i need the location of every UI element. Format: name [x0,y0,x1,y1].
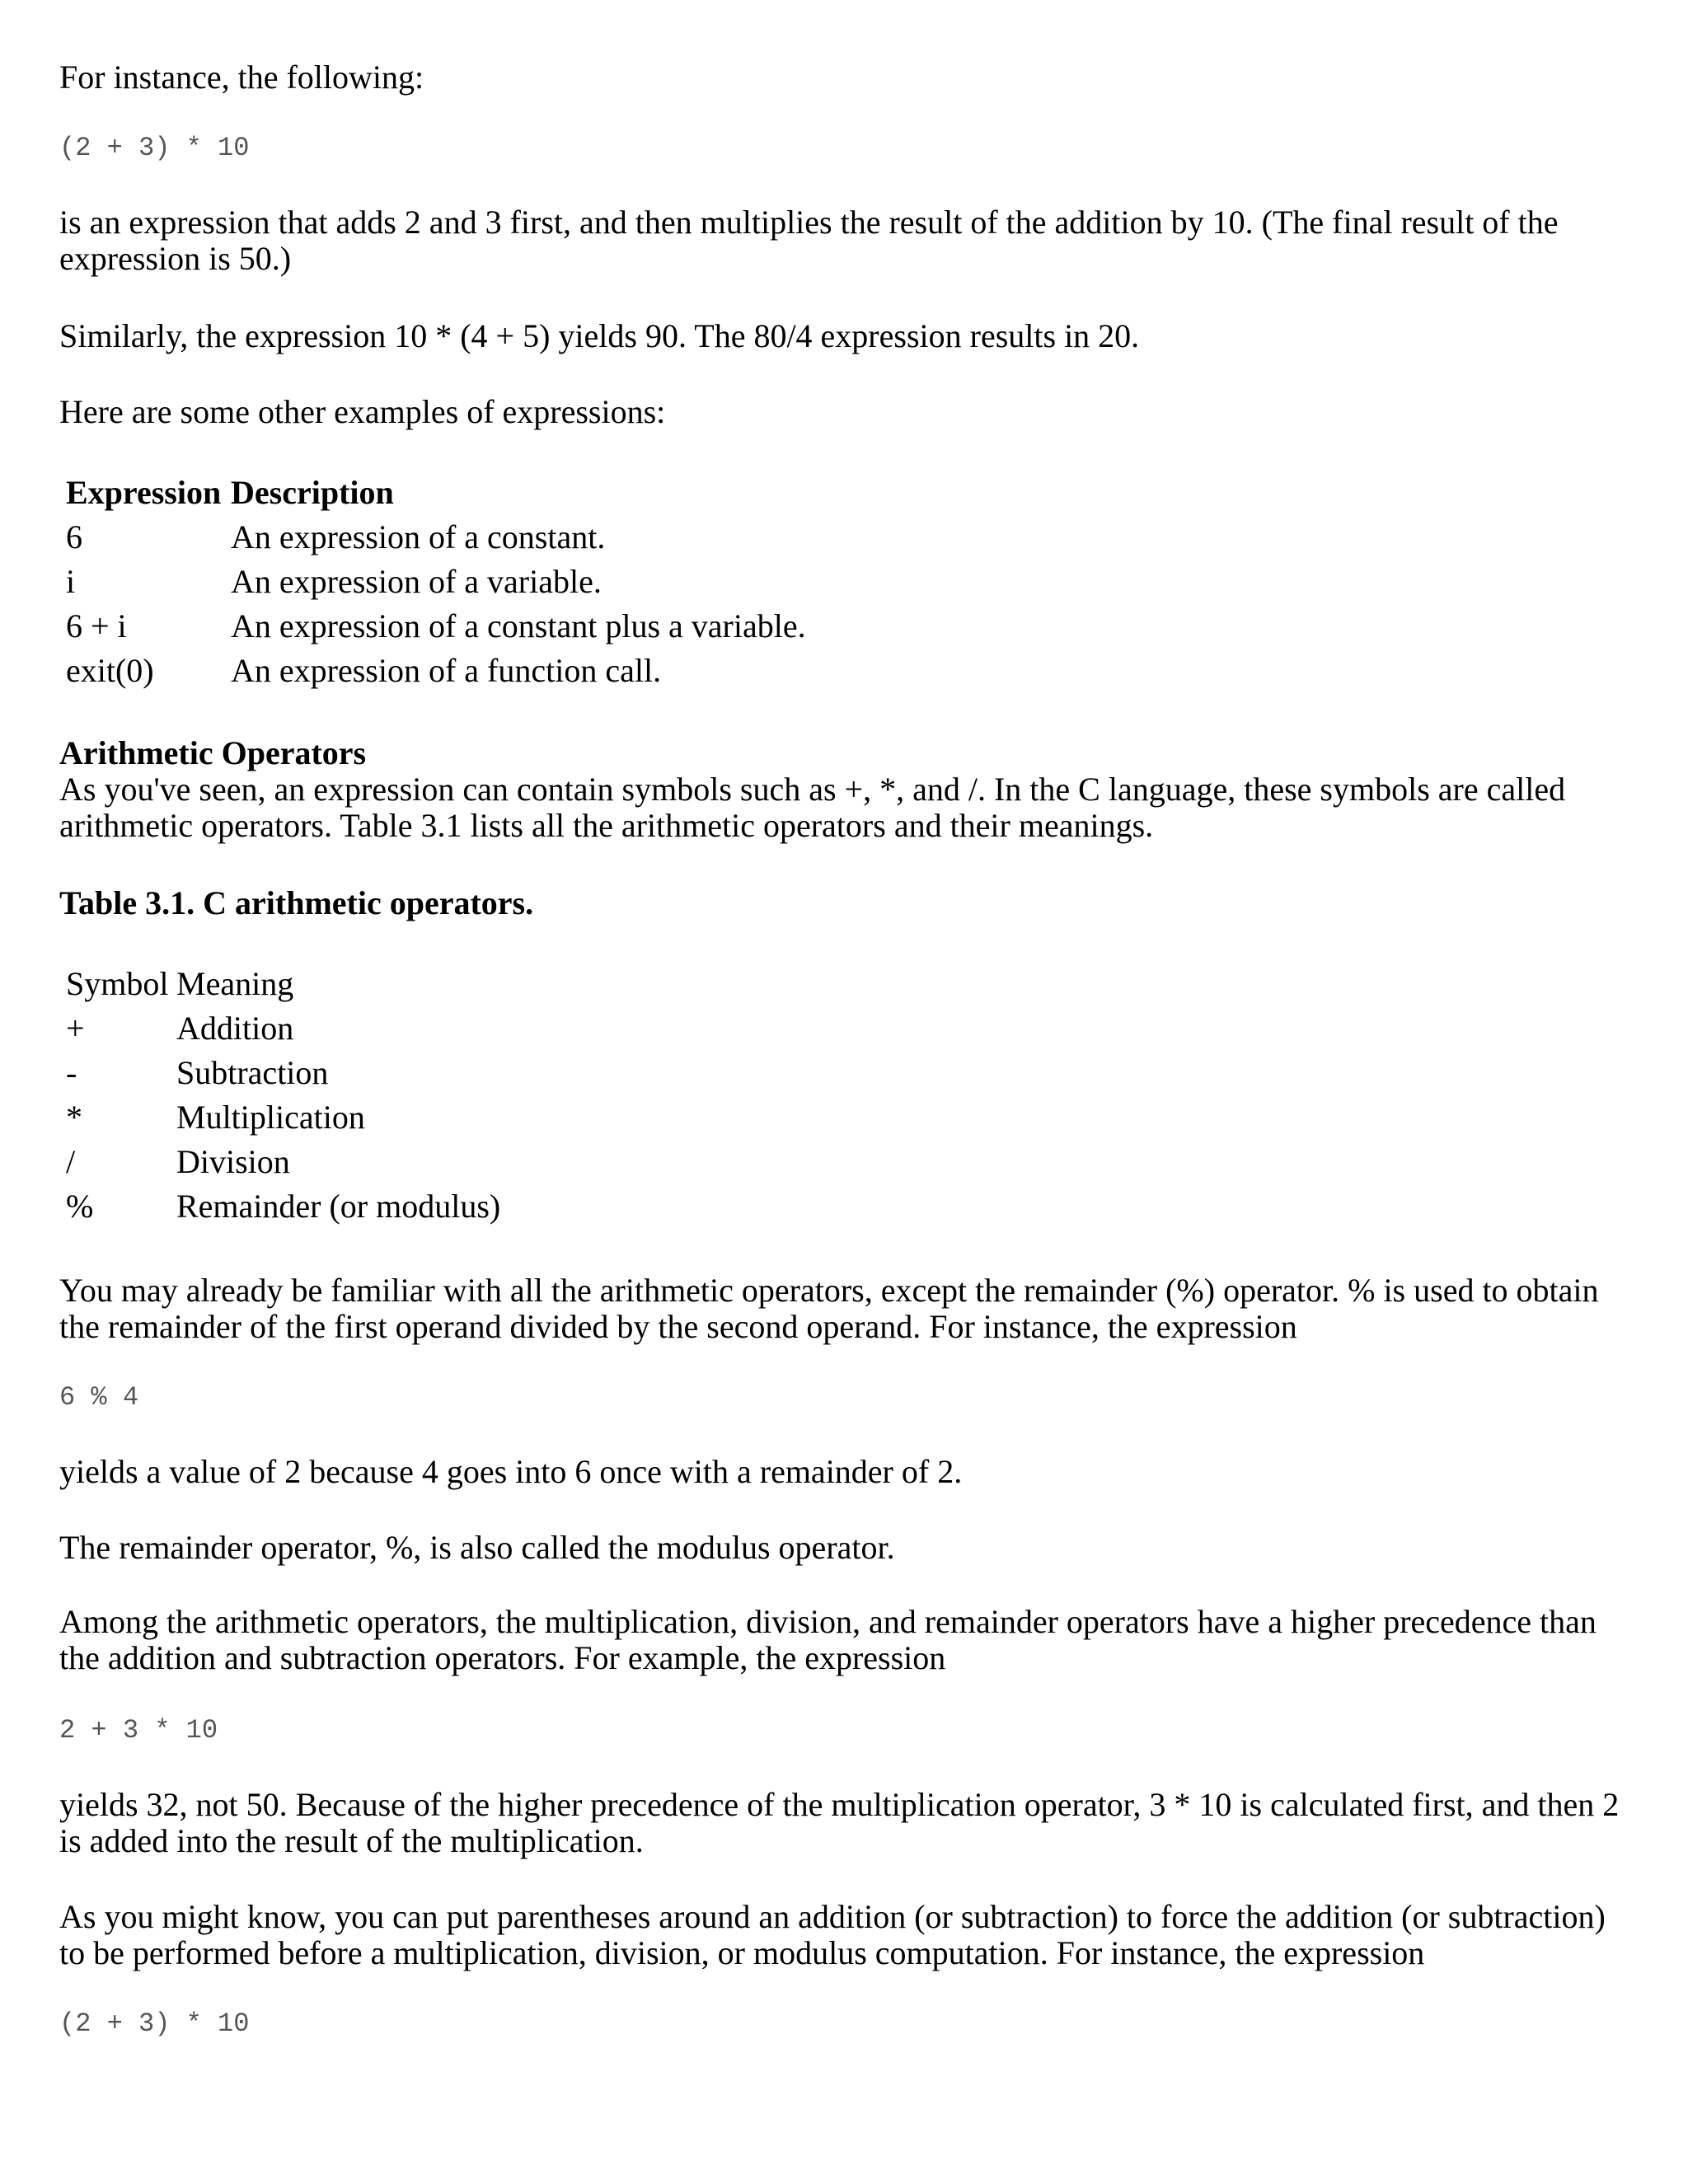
code-example-2: 6 % 4 [59,1382,139,1413]
section-heading-arithmetic-operators: Arithmetic Operators [59,734,367,771]
paragraph-precedence: Among the arithmetic operators, the multiplication, division, and remainder operators have a higher precedence than the addition and subtraction operators. For example, the expression [59,1603,1597,1676]
paragraph-remainder-operator: You may already be familiar with all the arithmetic operators, except the remainder (%) operator. % is used to obtain the remainder of the first operand divided by the second operand. For instance, the expression [59,1272,1599,1345]
table-cell-expression: i [66,563,76,600]
table-cell-meaning: Addition [176,1010,294,1047]
code-example-4: (2 + 3) * 10 [59,2008,250,2039]
table-cell-symbol: * [66,1099,82,1136]
table-row [59,1098,500,1142]
table-cell-expression: exit(0) [66,652,154,689]
table-cell-description: An expression of a constant plus a variable. [231,607,806,644]
expression-examples-table [59,473,806,696]
table-header-row [59,473,806,518]
table-row [59,651,806,696]
table-row [59,518,806,562]
paragraph-intro: For instance, the following: [59,59,424,96]
table-cell-expression: 6 [66,518,82,555]
table-cell-symbol: / [66,1143,76,1180]
code-example-3: 2 + 3 * 10 [59,1715,218,1746]
table-row [59,1053,500,1098]
paragraph-expression-explanation: is an expression that adds 2 and 3 first, and then multiplies the result of the addition by 10. (The final result of the expression is 50.) [59,204,1559,277]
paragraph-precedence-result: yields 32, not 50. Because of the higher precedence of the multiplication operator, 3 * 10 is calculated first, and then 2 is added into the result of the multiplication. [59,1786,1620,1859]
table-cell-meaning: Remainder (or modulus) [176,1188,501,1225]
table-row [59,1009,500,1053]
table-cell-meaning: Multiplication [176,1099,365,1136]
table-cell-symbol: - [66,1054,77,1091]
code-example-1: (2 + 3) * 10 [59,133,250,163]
table-cell-description: An expression of a variable. [231,563,602,600]
table-row [59,1187,500,1231]
table-row [59,1142,500,1187]
table-cell-description: An expression of a function call. [231,652,662,689]
table-row [59,562,806,607]
column-header-symbol: Symbol [66,965,169,1002]
table-header-row [59,964,500,1009]
arithmetic-operators-table [59,964,500,1231]
table-row [59,607,806,651]
table-cell-expression: 6 + i [66,607,127,644]
paragraph-parentheses: As you might know, you can put parentheses around an addition (or subtraction) to force the addition (or subtraction) to be performed before a multiplication, division, or modulus computation. For instance, the expression [59,1898,1606,1971]
column-header-meaning: Meaning [176,965,294,1002]
table-cell-symbol: + [66,1010,85,1047]
table-cell-meaning: Subtraction [176,1054,329,1091]
table-caption: Table 3.1. C arithmetic operators. [59,884,534,921]
table-cell-description: An expression of a constant. [231,518,606,555]
column-header-expression: Expression [66,474,222,511]
paragraph-remainder-result: yields a value of 2 because 4 goes into 6 once with a remainder of 2. [59,1453,963,1490]
table-cell-symbol: % [66,1188,94,1225]
paragraph-modulus-name: The remainder operator, %, is also called the modulus operator. [59,1529,895,1566]
paragraph-similarly: Similarly, the expression 10 * (4 + 5) yields 90. The 80/4 expression results in 20. [59,317,1140,354]
table-cell-meaning: Division [176,1143,290,1180]
column-header-description: Description [231,474,394,511]
paragraph-examples-intro: Here are some other examples of expressions: [59,393,666,430]
paragraph-arithmetic-operators: As you've seen, an expression can contain symbols such as +, *, and /. In the C language, these symbols are called arithmetic operators. Table 3.1 lists all the arithmetic operators and their meanings. [59,771,1566,844]
